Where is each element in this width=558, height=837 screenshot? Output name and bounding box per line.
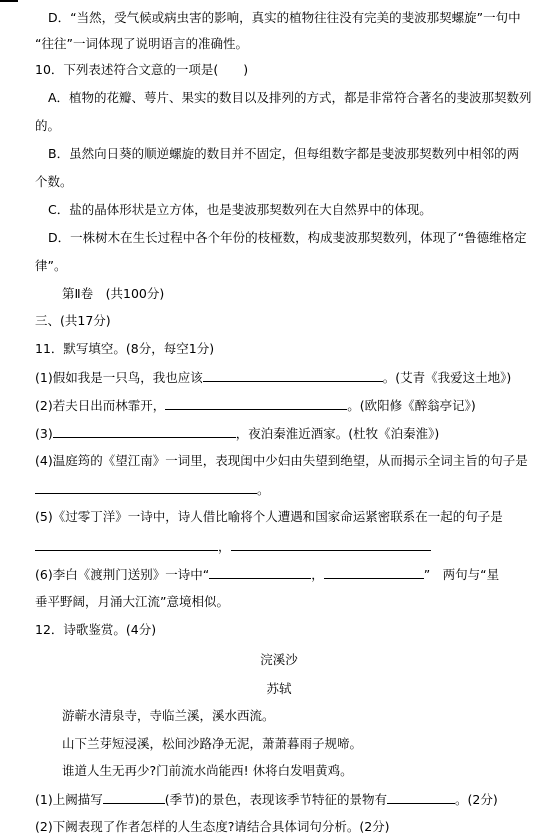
q11-line3: [35, 425, 538, 442]
answer-blank-6a[interactable]: [209, 566, 311, 579]
answer-blank-3[interactable]: [53, 425, 236, 438]
poem-title: 浣溪沙: [260, 652, 298, 667]
q10-option-b-line2: 个数。: [35, 174, 73, 189]
answer-blank-5a[interactable]: [35, 538, 218, 551]
q11-line2-suffix: 。(欧阳修《醉翁亭记》): [347, 398, 476, 413]
q11-line3-suffix: ，夜泊秦淮近酒家。(杜牧《泊秦淮》): [235, 426, 440, 441]
answer-blank-5b[interactable]: [231, 538, 431, 551]
answer-blank-4[interactable]: [35, 481, 257, 494]
q12-sub1-middle: (季节)的景色，表现该季节特征的景物有: [164, 792, 387, 807]
answer-blank-scenery[interactable]: [387, 791, 455, 804]
q11-line4: (4)温庭筠的《望江南》一词里，表现闺中少妇由失望到绝望，从而揭示全词主旨的句子是: [35, 453, 528, 468]
answer-blank-6b[interactable]: [324, 566, 424, 579]
q11-line2: [35, 397, 538, 414]
q11-line5: (5)《过零丁洋》一诗中，诗人借比喻将个人遭遇和国家命运紧密联系在一起的句子是: [35, 509, 503, 524]
q11-line4-end: 。: [257, 482, 270, 497]
q9-option-d-line2: “往往”一词体现了说明语言的准确性。: [35, 36, 248, 51]
q12-sub1: [35, 791, 538, 808]
q10-option-a-line2: 的。: [35, 118, 61, 133]
q11-line2-prefix: (2)若夫日出而林霏开，: [35, 398, 166, 413]
q11-line1-suffix: 。(艾青《我爱这土地》): [382, 370, 512, 385]
q12-sub1-prefix: (1)上阙描写: [35, 792, 103, 807]
q11-line5-comma: ，: [218, 539, 231, 554]
q10-stem: 10．下列表述符合文意的一项是( ): [35, 62, 249, 77]
q11-line6-cont: 垂平野阔，月涌大江流”意境相似。: [35, 594, 229, 609]
q11-line1: [35, 369, 538, 386]
q9-option-d-line1: D．“当然，受气候或病虫害的影响，真实的植物往往没有完美的斐波那契螺旋”一句中: [48, 10, 521, 25]
poem-preface: 游蕲水清泉寺，寺临兰溪，溪水西流。: [62, 708, 275, 723]
q10-option-c: C．盐的晶体形状是立方体，也是斐波那契数列在大自然界中的体现。: [48, 202, 432, 217]
q12-sub2: (2)下阙表现了作者怎样的人生态度?请结合具体词句分析。(2分): [35, 819, 390, 834]
q11-line4-answer: [35, 481, 538, 498]
q11-line1-prefix: (1)假如我是一只鸟，我也应该: [35, 370, 203, 385]
answer-blank-1[interactable]: [203, 369, 383, 382]
q12-stem: 12．诗歌鉴赏。(4分): [35, 622, 157, 637]
poem-author: 苏轼: [266, 681, 292, 696]
answer-blank-2[interactable]: [165, 397, 347, 410]
q11-line6: [35, 566, 538, 583]
q12-sub1-suffix: 。(2分): [454, 792, 498, 807]
q11-stem: 11．默写填空。(8分，每空1分): [35, 341, 215, 356]
answer-blank-season[interactable]: [103, 791, 165, 804]
section-three-heading: 三、(共17分): [35, 313, 111, 328]
q10-option-b-line1: B．虽然向日葵的顺逆螺旋的数目并不固定，但每组数字都是斐波那契数列中相邻的两: [48, 146, 520, 161]
top-rule: [0, 0, 18, 2]
q10-option-d-line2: 律”。: [35, 258, 67, 273]
part2-title: 第Ⅱ卷 (共100分): [62, 286, 165, 301]
q11-line5-answer: [35, 538, 538, 555]
poem-line-upper: 山下兰芽短浸溪，松间沙路净无泥，萧萧暮雨子规啼。: [62, 736, 363, 751]
q11-line6-prefix: (6)李白《渡荆门送别》一诗中“: [35, 567, 210, 582]
q11-line6-comma: ，: [311, 567, 324, 582]
q10-option-a-line1: A．植物的花瓣、萼片、果实的数目以及排列的方式，都是非常符合著名的斐波那契数列: [48, 90, 532, 105]
q11-line6-suffix: ” 两句与“星: [423, 567, 500, 582]
q11-line3-prefix: (3): [35, 426, 53, 441]
poem-line-lower: 谁道人生无再少?门前流水尚能西! 休将白发唱黄鸡。: [62, 763, 353, 778]
q10-option-d-line1: D．一株树木在生长过程中各个年份的枝桠数，构成斐波那契数列，体现了“鲁德维格定: [48, 230, 527, 245]
